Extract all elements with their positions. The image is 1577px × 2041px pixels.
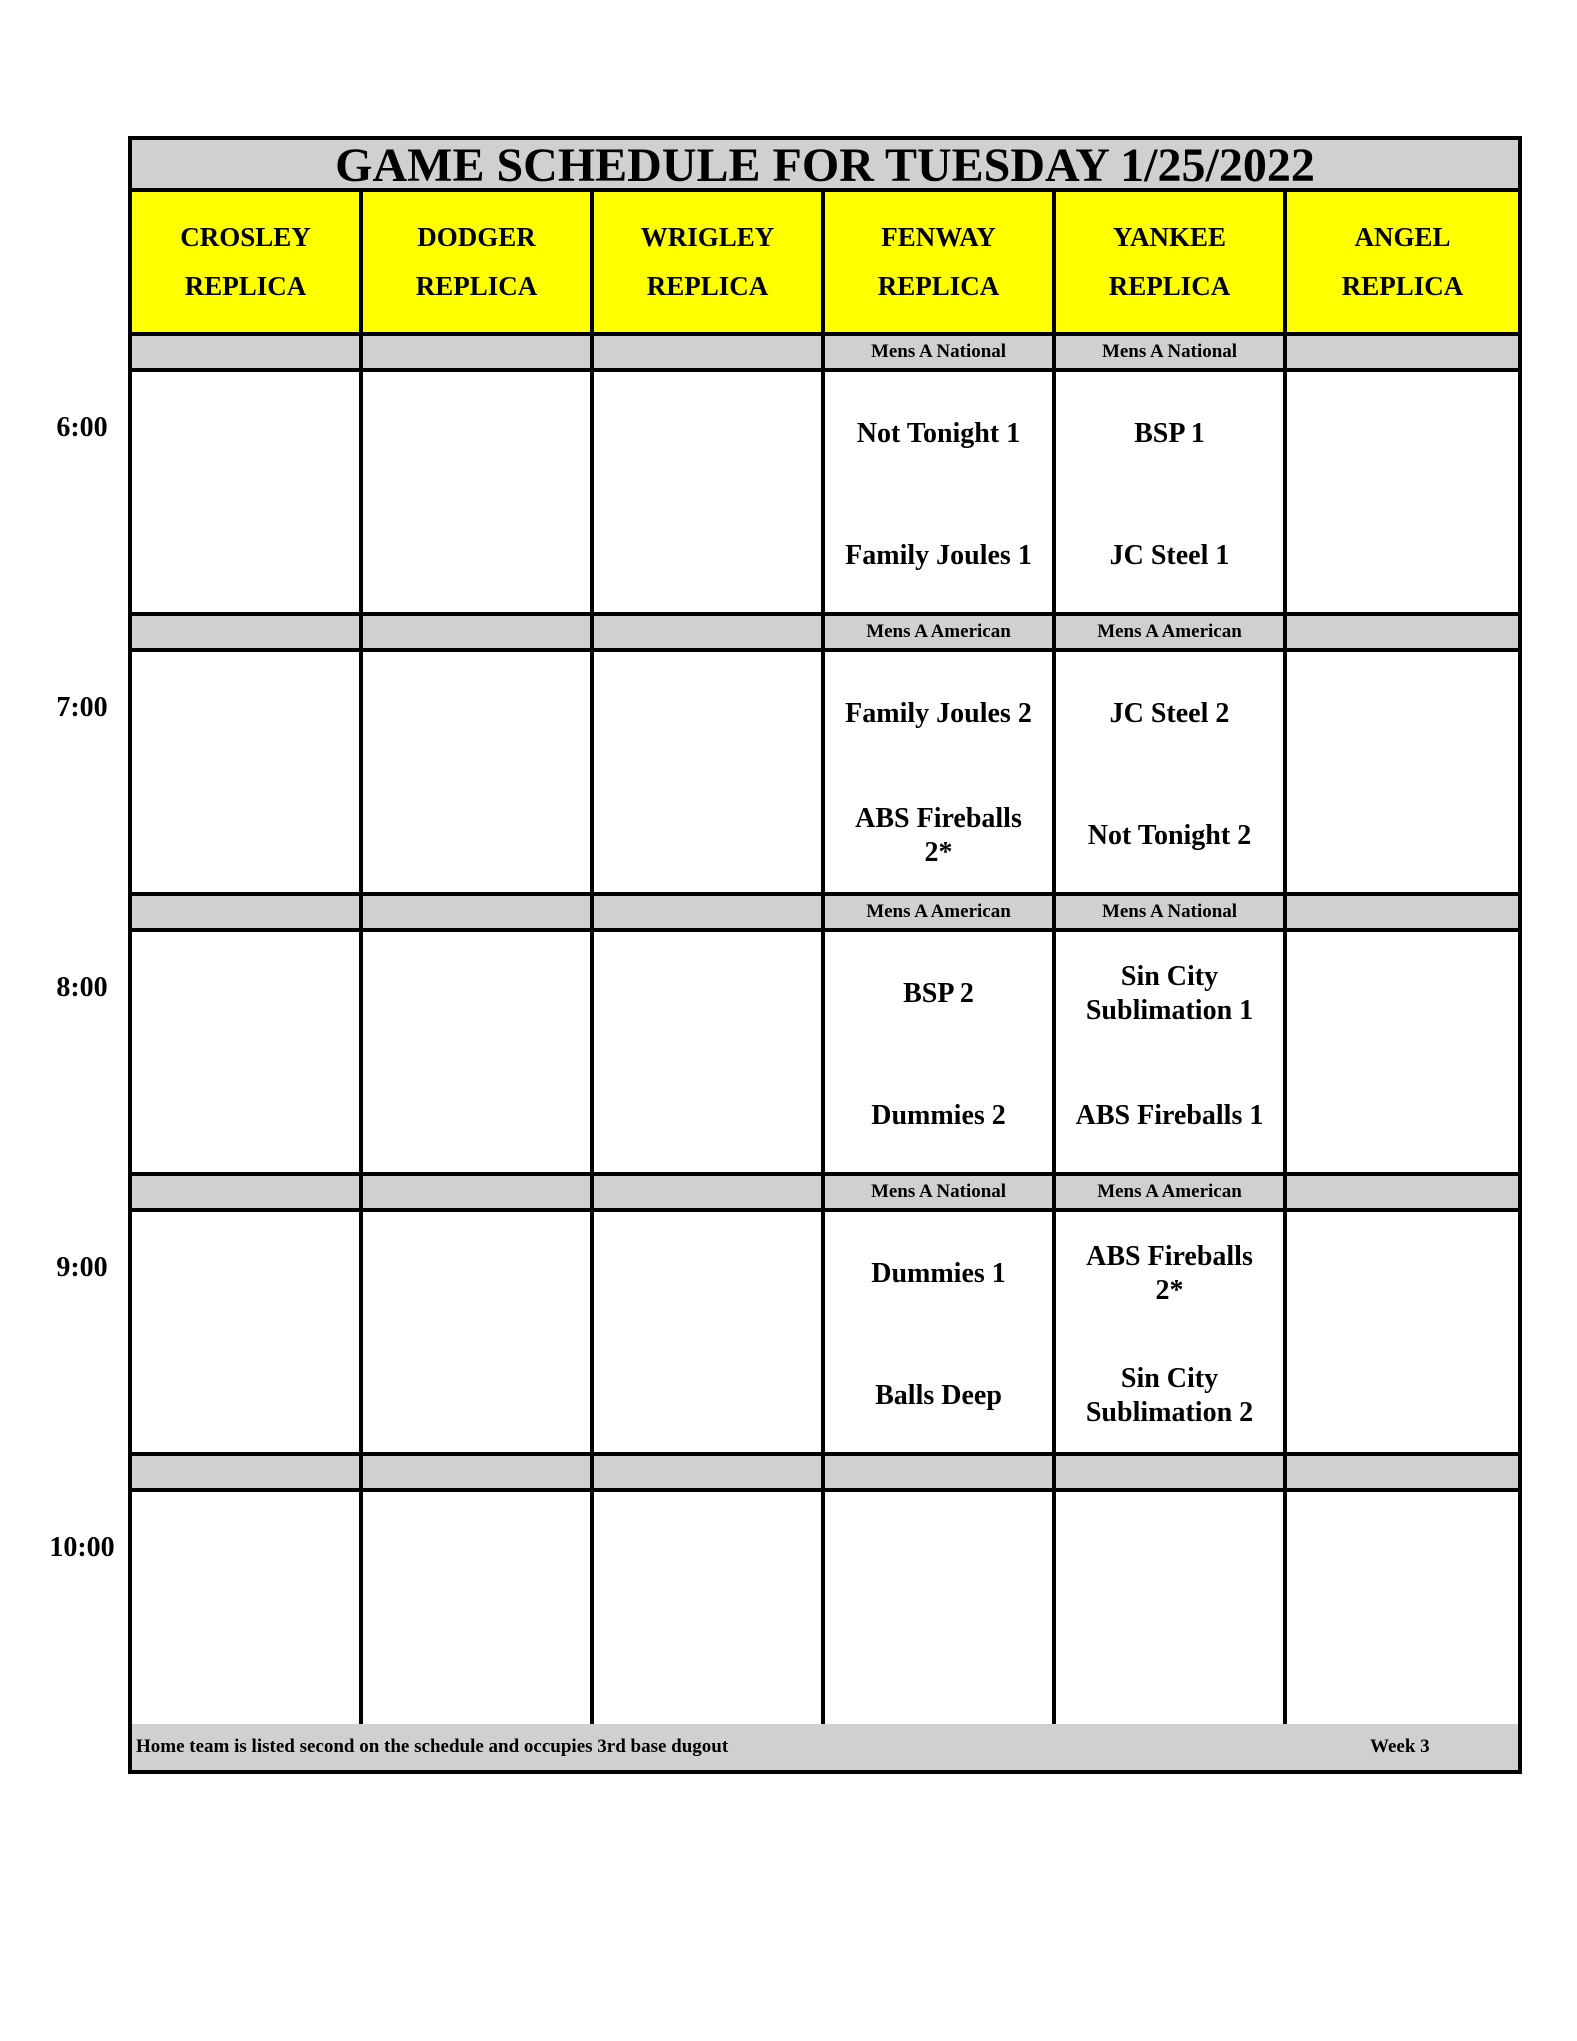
footer-bar — [132, 1724, 1518, 1770]
division-band — [594, 336, 825, 372]
game-cell — [1287, 932, 1518, 1176]
division-band — [363, 616, 594, 652]
division-band — [594, 896, 825, 932]
division-band — [1287, 896, 1518, 932]
game-cell — [363, 1212, 594, 1456]
game-cell — [825, 932, 1056, 1176]
game-cell — [132, 652, 363, 896]
home-team: Balls Deep — [875, 1380, 1002, 1411]
week-label: Week 3 — [1370, 1736, 1430, 1757]
field-header-crosley — [132, 192, 363, 336]
away-team: BSP 1 — [1134, 418, 1205, 449]
division-band: Mens A National — [1056, 896, 1287, 932]
home-team: ABS Fireballs 2* — [855, 803, 1022, 868]
division-band: Mens A National — [1056, 336, 1287, 372]
game-cell — [594, 652, 825, 896]
field-subtitle: REPLICA — [1108, 271, 1231, 301]
time-label: 7:00 — [56, 692, 108, 723]
field-header-wrigley — [594, 192, 825, 336]
away-team: BSP 2 — [903, 978, 974, 1009]
division-band — [132, 1176, 363, 1212]
field-name: YANKEE — [1112, 222, 1227, 252]
field-subtitle: REPLICA — [415, 271, 538, 301]
page-title: GAME SCHEDULE FOR TUESDAY 1/25/2022 — [132, 140, 1518, 192]
division-band — [1056, 1456, 1287, 1492]
game-cell — [1287, 1212, 1518, 1456]
game-cell — [594, 1492, 825, 1738]
home-team: ABS Fireballs 1 — [1075, 1100, 1264, 1131]
field-subtitle: REPLICA — [877, 271, 1000, 301]
division-band — [1287, 336, 1518, 372]
game-cell — [132, 1492, 363, 1738]
field-subtitle: REPLICA — [184, 271, 307, 301]
game-cell — [825, 652, 1056, 896]
division-band: Mens A American — [825, 896, 1056, 932]
game-cell — [825, 1212, 1056, 1456]
time-label: 9:00 — [56, 1252, 108, 1283]
field-subtitle: REPLICA — [646, 271, 769, 301]
game-cell — [1287, 1492, 1518, 1738]
game-cell — [594, 932, 825, 1176]
game-cell — [825, 372, 1056, 616]
field-subtitle: REPLICA — [1341, 271, 1464, 301]
division-band — [363, 336, 594, 372]
game-cell — [132, 372, 363, 616]
time-label: 6:00 — [56, 412, 108, 443]
home-team: Dummies 2 — [871, 1100, 1006, 1131]
division-band — [363, 1456, 594, 1492]
division-band: Mens A American — [825, 616, 1056, 652]
schedule-table — [128, 136, 1522, 1774]
home-team: JC Steel 1 — [1109, 540, 1230, 571]
away-team: Not Tonight 1 — [856, 418, 1021, 449]
game-cell — [1056, 372, 1287, 616]
away-team: Dummies 1 — [871, 1258, 1006, 1289]
game-cell — [1056, 932, 1287, 1176]
game-cell — [132, 932, 363, 1176]
footer-note: Home team is listed second on the schedule and occupies 3rd base dugout — [136, 1736, 729, 1757]
division-band — [132, 336, 363, 372]
division-band: Mens A American — [1056, 616, 1287, 652]
field-header-fenway — [825, 192, 1056, 336]
home-team: Not Tonight 2 — [1087, 820, 1252, 851]
game-cell — [1056, 652, 1287, 896]
division-band: Mens A National — [825, 336, 1056, 372]
game-cell — [363, 372, 594, 616]
game-cell — [363, 1492, 594, 1738]
division-band — [132, 896, 363, 932]
division-band — [594, 616, 825, 652]
field-name: ANGEL — [1354, 222, 1451, 252]
game-cell — [1287, 372, 1518, 616]
field-name: FENWAY — [881, 222, 996, 252]
division-band — [132, 1456, 363, 1492]
away-team: JC Steel 2 — [1109, 698, 1230, 729]
away-team: Family Joules 2 — [845, 698, 1032, 729]
time-label: 10:00 — [49, 1532, 115, 1563]
division-band: Mens A American — [1056, 1176, 1287, 1212]
game-cell — [1287, 652, 1518, 896]
field-name: WRIGLEY — [640, 222, 775, 252]
division-band — [1287, 616, 1518, 652]
division-band: Mens A National — [825, 1176, 1056, 1212]
game-cell — [594, 372, 825, 616]
division-band — [594, 1176, 825, 1212]
away-team: Sin City Sublimation 1 — [1085, 961, 1254, 1026]
division-band — [132, 616, 363, 652]
away-team: ABS Fireballs 2* — [1086, 1241, 1253, 1306]
game-cell — [363, 932, 594, 1176]
time-label: 8:00 — [56, 972, 108, 1003]
division-band — [594, 1456, 825, 1492]
game-cell — [825, 1492, 1056, 1738]
game-cell — [1056, 1212, 1287, 1456]
division-band — [825, 1456, 1056, 1492]
game-cell — [594, 1212, 825, 1456]
division-band — [1287, 1456, 1518, 1492]
field-header-angel — [1287, 192, 1518, 336]
division-band — [363, 896, 594, 932]
field-name: CROSLEY — [180, 222, 311, 252]
division-band — [363, 1176, 594, 1212]
home-team: Family Joules 1 — [845, 540, 1032, 571]
game-cell — [132, 1212, 363, 1456]
division-band — [1287, 1176, 1518, 1212]
field-name: DODGER — [417, 222, 536, 252]
game-cell — [1056, 1492, 1287, 1738]
game-cell — [363, 652, 594, 896]
field-header-dodger — [363, 192, 594, 336]
home-team: Sin City Sublimation 2 — [1085, 1363, 1254, 1428]
field-header-yankee — [1056, 192, 1287, 336]
